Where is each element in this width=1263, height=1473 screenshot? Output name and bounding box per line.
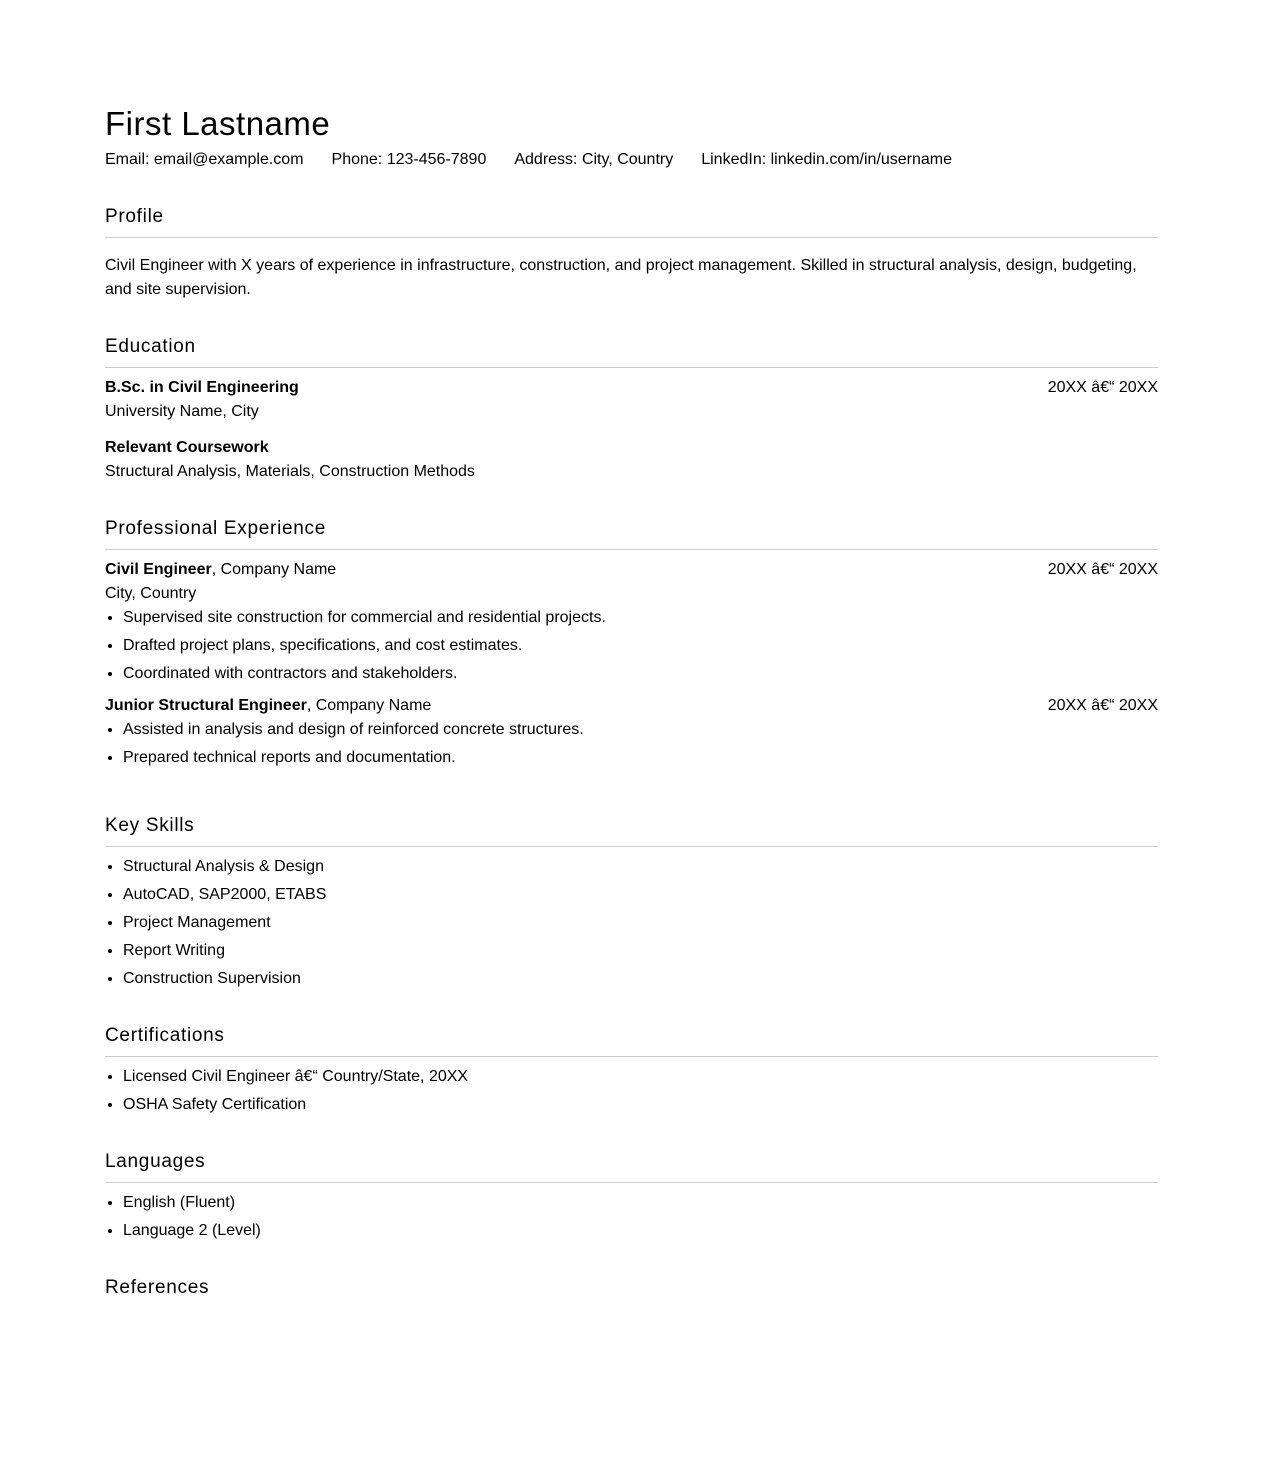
education-dates: 20XX â€“ 20XX xyxy=(1047,379,1158,396)
section-title-languages: Languages xyxy=(105,1150,1158,1183)
job-bullet: • Coordinated with contractors and stakeholders. xyxy=(123,662,1158,686)
languages-list xyxy=(105,1191,1158,1243)
certifications-list xyxy=(105,1065,1158,1117)
language-item: • Language 2 (Level) xyxy=(123,1219,1158,1243)
job-title-line xyxy=(105,558,336,582)
contact-address-value: City, Country xyxy=(581,151,674,168)
skill-item: • Project Management xyxy=(123,911,1158,935)
certification-item: • OSHA Safety Certification xyxy=(123,1093,1158,1117)
degree-title: B.Sc. in Civil Engineering xyxy=(105,379,299,396)
contact-phone-value: 123-456-7890 xyxy=(386,151,487,168)
skill-item: • Report Writing xyxy=(123,939,1158,963)
skill-item: • Construction Supervision xyxy=(123,967,1158,991)
job-dates: 20XX â€“ 20XX xyxy=(1047,697,1158,714)
job-bullets xyxy=(105,606,1158,686)
contact-linkedin xyxy=(701,148,952,172)
skill-item: • AutoCAD, SAP2000, ETABS xyxy=(123,883,1158,907)
section-references xyxy=(105,1276,1158,1308)
contact-address xyxy=(514,148,673,172)
job-bullet: • Assisted in analysis and design of reinforced concrete structures. xyxy=(123,718,1158,742)
contact-phone xyxy=(332,148,487,172)
section-education xyxy=(105,335,1158,484)
candidate-name: First Lastname xyxy=(105,105,331,142)
skill-item: • Structural Analysis & Design xyxy=(123,855,1158,879)
section-skills xyxy=(105,814,1158,995)
skills-list xyxy=(105,855,1158,991)
section-title-references: References xyxy=(105,1277,210,1298)
job-header xyxy=(105,694,1158,718)
section-title-education: Education xyxy=(105,335,1158,368)
section-title-skills: Key Skills xyxy=(105,814,1158,847)
job-company: , Company Name xyxy=(306,697,432,714)
language-item: • English (Fluent) xyxy=(123,1191,1158,1215)
job-bullet: • Prepared technical reports and documentation. xyxy=(123,746,1158,770)
contact-phone-label: Phone: xyxy=(331,151,383,168)
job-header xyxy=(105,558,1158,582)
contact-address-label: Address: xyxy=(514,151,578,168)
contact-email-value: email@example.com xyxy=(153,151,304,168)
contact-line xyxy=(105,148,952,172)
section-languages xyxy=(105,1150,1158,1247)
job-entry xyxy=(105,558,1158,686)
section-title-certifications: Certifications xyxy=(105,1024,1158,1057)
job-entry xyxy=(105,694,1158,770)
profile-summary: Civil Engineer with X years of experience in infrastructure, construction, and project management. Skilled in structural analysis, design, budgeting, and site supervision. xyxy=(105,257,1137,298)
section-experience xyxy=(105,517,1158,774)
certification-item: • Licensed Civil Engineer â€“ Country/State, 20XX xyxy=(123,1065,1158,1089)
job-bullet: • Drafted project plans, specifications, and cost estimates. xyxy=(123,634,1158,658)
job-company: , Company Name xyxy=(211,561,337,578)
contact-linkedin-label: LinkedIn: xyxy=(701,151,767,168)
job-role: Junior Structural Engineer xyxy=(105,697,307,714)
job-title-line xyxy=(105,694,431,718)
contact-email-label: Email: xyxy=(105,151,150,168)
job-bullet: • Supervised site construction for commercial and residential projects. xyxy=(123,606,1158,630)
job-bullets xyxy=(105,718,1158,770)
coursework-block xyxy=(105,436,1158,484)
job-location: City, Country xyxy=(105,585,197,602)
education-entry-header xyxy=(105,376,1158,400)
section-title-profile: Profile xyxy=(105,205,1158,238)
coursework-title: Relevant Coursework xyxy=(105,439,269,456)
section-certifications xyxy=(105,1024,1158,1121)
job-dates: 20XX â€“ 20XX xyxy=(1047,561,1158,578)
section-profile xyxy=(105,205,1158,302)
contact-email xyxy=(105,148,304,172)
coursework-list: Structural Analysis, Materials, Construction Methods xyxy=(105,463,475,480)
school-name: University Name, City xyxy=(105,403,259,420)
contact-linkedin-value: linkedin.com/in/username xyxy=(770,151,953,168)
section-title-experience: Professional Experience xyxy=(105,517,1158,550)
job-role: Civil Engineer xyxy=(105,561,212,578)
